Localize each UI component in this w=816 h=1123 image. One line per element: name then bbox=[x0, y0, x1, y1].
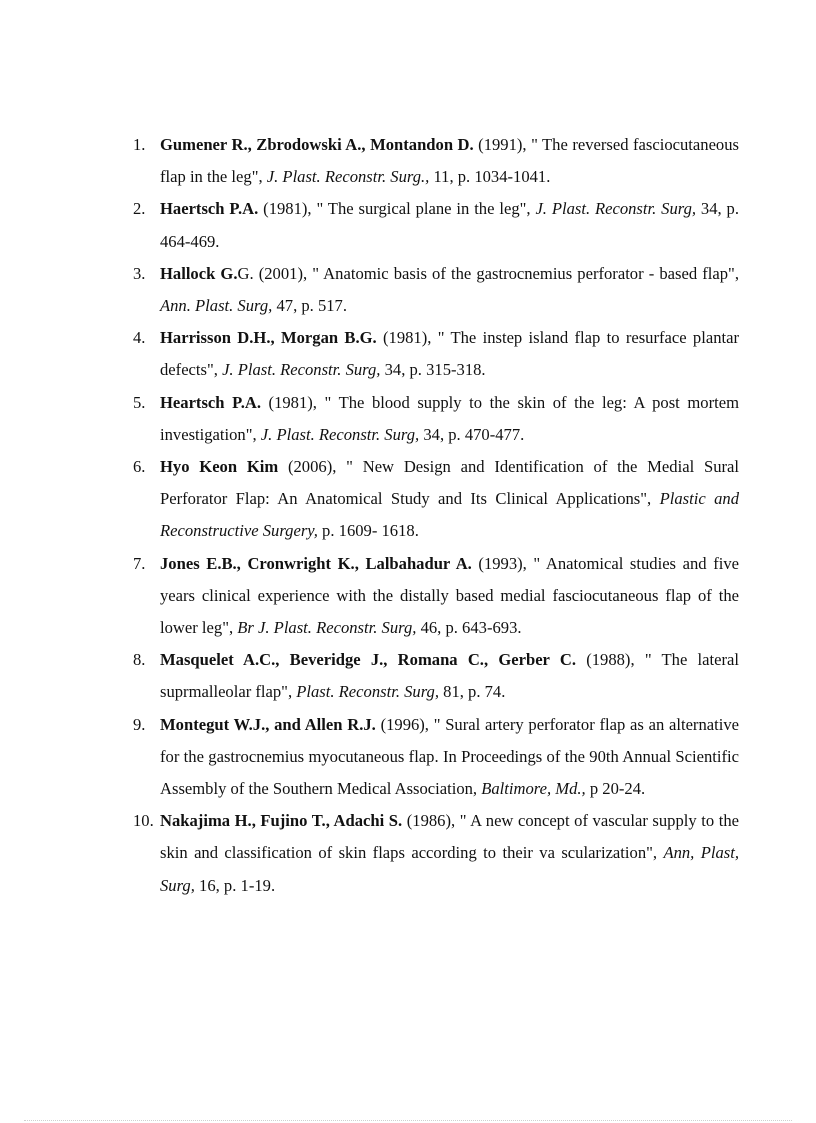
reference-item bbox=[133, 805, 739, 902]
reference-journal: Ann, Plast, Surg, bbox=[160, 843, 739, 895]
reference-number: 9. bbox=[133, 714, 146, 734]
reference-pages: 16, p. 1-19. bbox=[194, 875, 276, 895]
reference-number: 5. bbox=[133, 392, 146, 412]
reference-item bbox=[133, 644, 739, 708]
reference-pages: p 20-24. bbox=[585, 779, 646, 799]
reference-pages: p. 1609- 1618. bbox=[317, 521, 419, 541]
reference-authors: Nakajima H., Fujino T., Adachi S. bbox=[160, 811, 403, 831]
reference-item bbox=[133, 387, 739, 451]
reference-details: (1981), " The instep island flap to resurface plantar defects", bbox=[160, 328, 740, 380]
reference-item bbox=[133, 322, 739, 386]
reference-number: 2. bbox=[133, 199, 146, 219]
reference-pages: 46, p. 643-693. bbox=[416, 618, 522, 638]
reference-pages: 34, p. 464-469. bbox=[160, 199, 739, 251]
reference-authors: Hallock G. bbox=[160, 263, 238, 283]
reference-details: (1981), " The surgical plane in the leg", bbox=[258, 199, 536, 219]
reference-details: (2006), " New Design and Identification of the Medial Sural Perforator Flap: An Anatomical Study and Its Clinical Applications", bbox=[160, 457, 739, 509]
reference-number: 4. bbox=[133, 328, 146, 348]
reference-item bbox=[133, 548, 739, 645]
page-bottom-divider bbox=[24, 1120, 792, 1121]
reference-item bbox=[133, 451, 739, 548]
reference-authors: Jones E.B., Cronwright K., Lalbahadur A. bbox=[160, 553, 472, 573]
reference-authors: Montegut W.J., and Allen R.J. bbox=[160, 714, 376, 734]
reference-pages: 11, p. 1034-1041. bbox=[429, 167, 551, 187]
reference-authors: Masquelet A.C., Beveridge J., Romana C., Gerber C. bbox=[160, 650, 576, 670]
reference-details: G. (2001), " Anatomic basis of the gastrocnemius perforator - based flap", bbox=[237, 263, 739, 283]
reference-pages: 34, p. 470-477. bbox=[419, 424, 525, 444]
reference-journal: J. Plast. Reconstr. Surg., bbox=[266, 167, 430, 187]
reference-list bbox=[133, 129, 739, 902]
reference-details: (1991), " The reversed fasciocutaneous flap in the leg", bbox=[160, 135, 739, 187]
reference-details: (1993), " Anatomical studies and five years clinical experience with the distally based medial fasciocutaneous flap of the lower leg", bbox=[160, 553, 739, 638]
reference-journal: J. Plast. Reconstr. Surg, bbox=[260, 424, 420, 444]
reference-authors: Harrisson D.H., Morgan B.G. bbox=[160, 328, 377, 348]
reference-item bbox=[133, 129, 739, 193]
reference-journal: Plastic and Reconstructive Surgery, bbox=[160, 489, 739, 541]
reference-journal: Ann. Plast. Surg, bbox=[160, 296, 273, 316]
reference-details: (1996), " Sural artery perforator flap as an alternative for the gastrocnemius myocutaneous flap. In Proceedings of the 90th Annual Scientific Assembly of the Southern Medical Association, bbox=[160, 714, 740, 799]
reference-details: (1986), " A new concept of vascular supply to the skin and classification of skin flaps according to their va scularization", bbox=[160, 811, 739, 863]
reference-authors: Haertsch P.A. bbox=[160, 199, 259, 219]
reference-journal: Plast. Reconstr. Surg, bbox=[296, 682, 439, 702]
reference-journal: J. Plast. Reconstr. Surg, bbox=[535, 199, 697, 219]
reference-pages: 81, p. 74. bbox=[439, 682, 506, 702]
reference-pages: 47, p. 517. bbox=[272, 296, 347, 316]
reference-number: 8. bbox=[133, 650, 146, 670]
reference-authors: Gumener R., Zbrodowski A., Montandon D. bbox=[160, 135, 474, 154]
reference-number: 3. bbox=[133, 263, 146, 283]
reference-item bbox=[133, 258, 739, 322]
reference-number: 7. bbox=[133, 553, 146, 573]
reference-journal: J. Plast. Reconstr. Surg, bbox=[222, 360, 381, 380]
reference-authors: Hyo Keon Kim bbox=[160, 457, 279, 477]
reference-pages: 34, p. 315-318. bbox=[380, 360, 486, 380]
reference-details: (1988), " The lateral suprmalleolar flap", bbox=[160, 650, 739, 702]
reference-item bbox=[133, 709, 739, 806]
reference-number: 1. bbox=[133, 135, 146, 154]
reference-journal: Baltimore, Md., bbox=[481, 779, 586, 799]
reference-details: (1981), " The blood supply to the skin of the leg: A post mortem investigation", bbox=[160, 392, 739, 444]
reference-journal: Br J. Plast. Reconstr. Surg, bbox=[237, 618, 417, 638]
reference-number: 6. bbox=[133, 457, 146, 477]
reference-authors: Heartsch P.A. bbox=[160, 392, 261, 412]
reference-number: 10. bbox=[133, 811, 154, 831]
reference-item bbox=[133, 193, 739, 257]
